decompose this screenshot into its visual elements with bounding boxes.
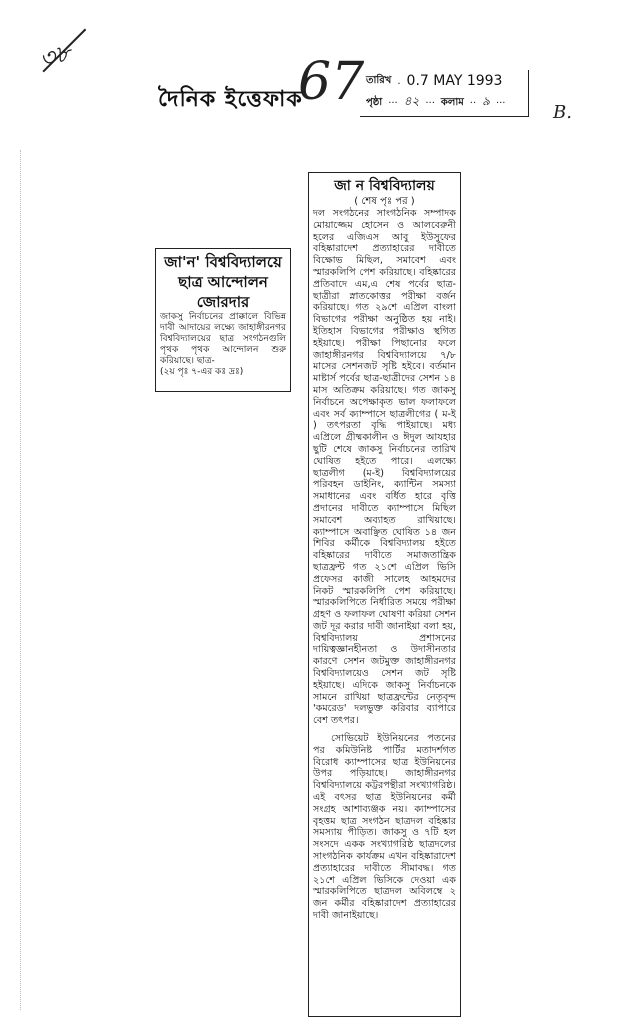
page-value: ৪২ xyxy=(403,94,420,108)
handwritten-number: ৩৮ xyxy=(35,35,75,82)
teaser-box xyxy=(155,248,291,392)
newspaper-masthead: দৈনিক ইত্তেফাক xyxy=(158,87,303,112)
column-label: কলাম xyxy=(440,96,464,108)
handwritten-large-number: 67 xyxy=(298,52,365,112)
page-label: পৃষ্ঠা xyxy=(366,96,383,108)
article-paragraph: দল সংগঠনের সাংগঠনিক সম্পাদক মোয়াজ্জেম হোসেন ও আলবেরুনী হলের এজিএস আবু ইউসুফের বহিষ্কারাদেশ প্রত্যাহারের দাবীতে বিক্ষোভ মিছিল, সমাবেশ এবং স্মারকলিপি পেশ করিয়াছে। বহিষ্কারের প্রতিবাদে এম,এ শেষ পর্বের ছাত্র-ছাত্রীরা স্নাতকোত্তর পরীক্ষা বর্জন করিয়াছে। গত ২৯শে এপ্রিল বাংলা বিভাগের পরীক্ষা অনুষ্ঠিত হয় নাই। ইতিহাস বিভাগের পরীক্ষাও স্থগিত হইয়াছে। পরীক্ষা পিছানোর ফলে জাহাঙ্গীরনগর বিশ্ববিদ্যালয়ে ৭/৮ মাসের সেশনজট সৃষ্টি হইবে। বর্তমান মাষ্টার্স পর্বের ছাত্র-ছাত্রীদের সেশন ১৪ মাস অতিক্রম করিয়াছে। গত জাকসু নির্বাচনে অপেক্ষাকৃত ভাল ফলাফলে এবং সর্ব ক্যাম্পাসে ছাত্রলীগের ( ম-ই ) তৎপরতা বৃদ্ধি পাইয়াছে। মধ্য এপ্রিলে গ্রীষ্মকালীন ও ঈদুল আযহার ছুটি শেষে জাকসু নির্বাচনের তারিখ ঘোষিত হইতে পারে। এলক্ষ্যে ছাত্রলীগ (ম-ই) বিশ্ববিদ্যালয়ের পরিবহন ডাইনিং, ক্যান্টিন সমস্যা সমাধানের এবং বর্ধিত হারে বৃত্তি প্রদানের দাবীতে ক্যাম্পাসে মিছিল সমাবেশ অব্যাহত রাখিয়াছে। ক্যাম্পাসে অবাঞ্ছিত ঘোষিত ১৪ জন শিবির কর্মীকে বিশ্ববিদ্যালয় হইতে বহিষ্কারের দাবীতে সমাজতান্ত্রিক ছাত্রফ্রন্ট গত ২১শে এপ্রিল ভিসি প্রফেসর কাজী সালেহ আহমদের নিকট স্মারকলিপি পেশ করিয়াছে। স্মারকলিপিতে নির্ধারিত সময়ে পরীক্ষা গ্রহণ ও ফলাফল ঘোষণা করিয়া সেশন জট দূর করার দাবী জানাইয়া বলা হয়, বিশ্ববিদ্যালয় প্রশাসনের দায়িত্বজ্ঞানহীনতা ও উদাসীনতার কারণে সেশন জটমুক্ত জাহাঙ্গীরনগর বিশ্ববিদ্যালয়েও সেশন জট সৃষ্টি হইয়াছে। এদিকে জাকসু নির্বাচনকে সামনে রাখিয়া ছাত্রফ্রন্টের নেতৃবৃন্দ 'কমরেড' দলভুক্ত করিবার ব্যাপারে বেশ তৎপর। xyxy=(313,208,456,727)
teaser-headline-3: জোরদার xyxy=(196,293,250,311)
article-column xyxy=(308,172,461,1017)
stamp-page-row: পৃষ্ঠা ··· ৪২ ··· কলাম ·· ৯ ··· xyxy=(360,92,528,114)
teaser-continuation: (২য় পৃঃ ৭-এর কঃ দ্রঃ) xyxy=(160,367,244,377)
article-headline: জা ন বিশ্ববিদ্যালয় xyxy=(334,178,435,194)
date-value: 0.7 MAY 1993 xyxy=(406,73,503,89)
archive-stamp xyxy=(360,70,529,117)
teaser-headline-2: ছাত্র আন্দোলন xyxy=(178,273,268,291)
stamp-date-row: তারিখ . 0.7 MAY 1993 xyxy=(366,73,503,89)
continued-from: ( শেষ পৃঃ পর ) xyxy=(354,196,415,207)
handwritten-initial: B. xyxy=(553,102,572,123)
date-label: তারিখ xyxy=(366,74,392,86)
scan-margin-line xyxy=(20,150,21,1010)
column-value: ৯ xyxy=(482,94,490,108)
article-paragraph: সোভিয়েট ইউনিয়নের পতনের পর কমিউনিষ্ট পার্টির মতাদর্শগত বিরোধ ক্যাম্পাসের ছাত্র ইউনিয়নের উপর পড়িয়াছে। জাহাঙ্গীরনগর বিশ্ববিদ্যালয়ে কট্টরপন্থীরা সংখ্যাগরিষ্ঠ। এই বৎসর ছাত্র ইউনিয়নের কর্মী সংগ্রহ আশাব্যঞ্জক নয়। ক্যাম্পাসের বৃহত্তম ছাত্র সংগঠন ছাত্রদল বহিষ্কার সমস্যায় পীড়িত। জাকসু ও ৭টি হল সংসদে একক সংখ্যাগরিষ্ঠ ছাত্রদলের সাংগঠনিক কার্যক্রম এখন বহিষ্কারাদেশ প্রত্যাহারের দাবীতে সীমাবদ্ধ। গত ২১শে এপ্রিল ভিসিকে দেওয়া এক স্মারকলিপিতে ছাত্রদল অবিলম্বে ২ জন কর্মীর বহিষ্কারাদেশ প্রত্যাহারের দাবী জানাইয়াছে। xyxy=(313,733,456,922)
teaser-body: জাকসু নির্বাচনের প্রাক্কালে বিভিন্ন দাবী আদায়ের লক্ষ্যে জাহাঙ্গীরনগর বিশ্ববিদ্যালয়ের ছাত্র সংগঠনগুলি পৃথক পৃথক আন্দোলন শুরু করিয়াছে। ছাত্র- xyxy=(160,312,286,366)
teaser-headline-1: জা'ন' বিশ্ববিদ্যালয়ে xyxy=(164,253,282,271)
